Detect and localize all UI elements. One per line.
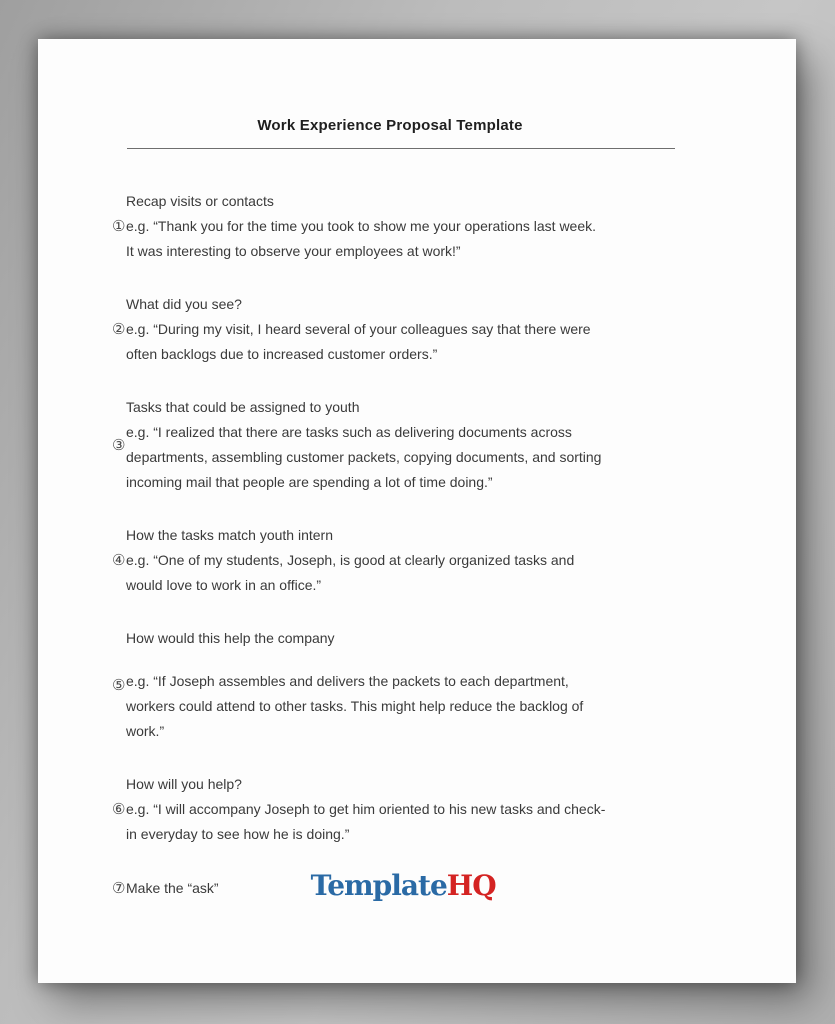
logo-part-template: Template <box>310 869 447 902</box>
section-1-content <box>126 189 606 264</box>
section-3-body: e.g. “I realized that there are tasks such as delivering documents across departments, assembling customer packets, copying documents, and sorting incoming mail that people are spending a lot of time doing.” <box>126 424 602 490</box>
section-7-heading: Make the “ask” <box>126 879 219 896</box>
item-number-5: ⑤ <box>112 676 126 694</box>
section-2-content <box>126 292 606 367</box>
section-6 <box>54 772 726 847</box>
section-5-heading: How would this help the company <box>126 630 335 646</box>
section-7-row <box>126 869 606 903</box>
item-number-1: ① <box>112 218 126 235</box>
item-number-3: ③ <box>112 436 126 454</box>
section-1 <box>54 189 726 264</box>
page-title: Work Experience Proposal Template <box>257 117 523 134</box>
section-5 <box>54 626 726 744</box>
item-number-4: ④ <box>112 552 126 569</box>
section-6-heading: How will you help? <box>126 776 242 792</box>
sections-list <box>54 189 726 903</box>
templatehq-logo <box>311 871 496 901</box>
logo-part-hq: HQ <box>446 869 496 902</box>
item-number-7: ⑦ <box>112 879 126 897</box>
section-1-heading: Recap visits or contacts <box>126 193 274 209</box>
section-2-heading: What did you see? <box>126 296 242 312</box>
section-7-content <box>126 869 606 903</box>
section-5-body: e.g. “If Joseph assembles and delivers the packets to each department, workers could attend to other tasks. This might help reduce the backlog of work.” <box>126 673 584 739</box>
section-6-content <box>126 772 606 847</box>
section-4-body: e.g. “One of my students, Joseph, is good at clearly organized tasks and would love to work in an office.” <box>126 552 575 593</box>
item-number-6: ⑥ <box>112 801 126 818</box>
section-4 <box>54 523 726 598</box>
section-1-body: e.g. “Thank you for the time you took to show me your operations last week. It was interesting to observe your employees at work!” <box>126 218 597 259</box>
item-number-2: ② <box>112 321 126 338</box>
section-6-body: e.g. “I will accompany Joseph to get him oriented to his new tasks and check-in everyday to see how he is doing.” <box>126 801 606 842</box>
section-4-content <box>126 523 606 598</box>
section-4-heading: How the tasks match youth intern <box>126 527 333 543</box>
page-content <box>38 117 796 903</box>
section-3-content <box>126 395 606 495</box>
section-3-heading: Tasks that could be assigned to youth <box>126 399 360 415</box>
section-2-body: e.g. “During my visit, I heard several of your colleagues say that there were often backlogs due to increased customer orders.” <box>126 321 591 362</box>
section-7 <box>54 869 726 903</box>
section-3 <box>54 395 726 495</box>
section-5-content <box>126 626 606 744</box>
title-divider <box>127 148 675 149</box>
section-2 <box>54 292 726 367</box>
document-page <box>38 39 796 983</box>
